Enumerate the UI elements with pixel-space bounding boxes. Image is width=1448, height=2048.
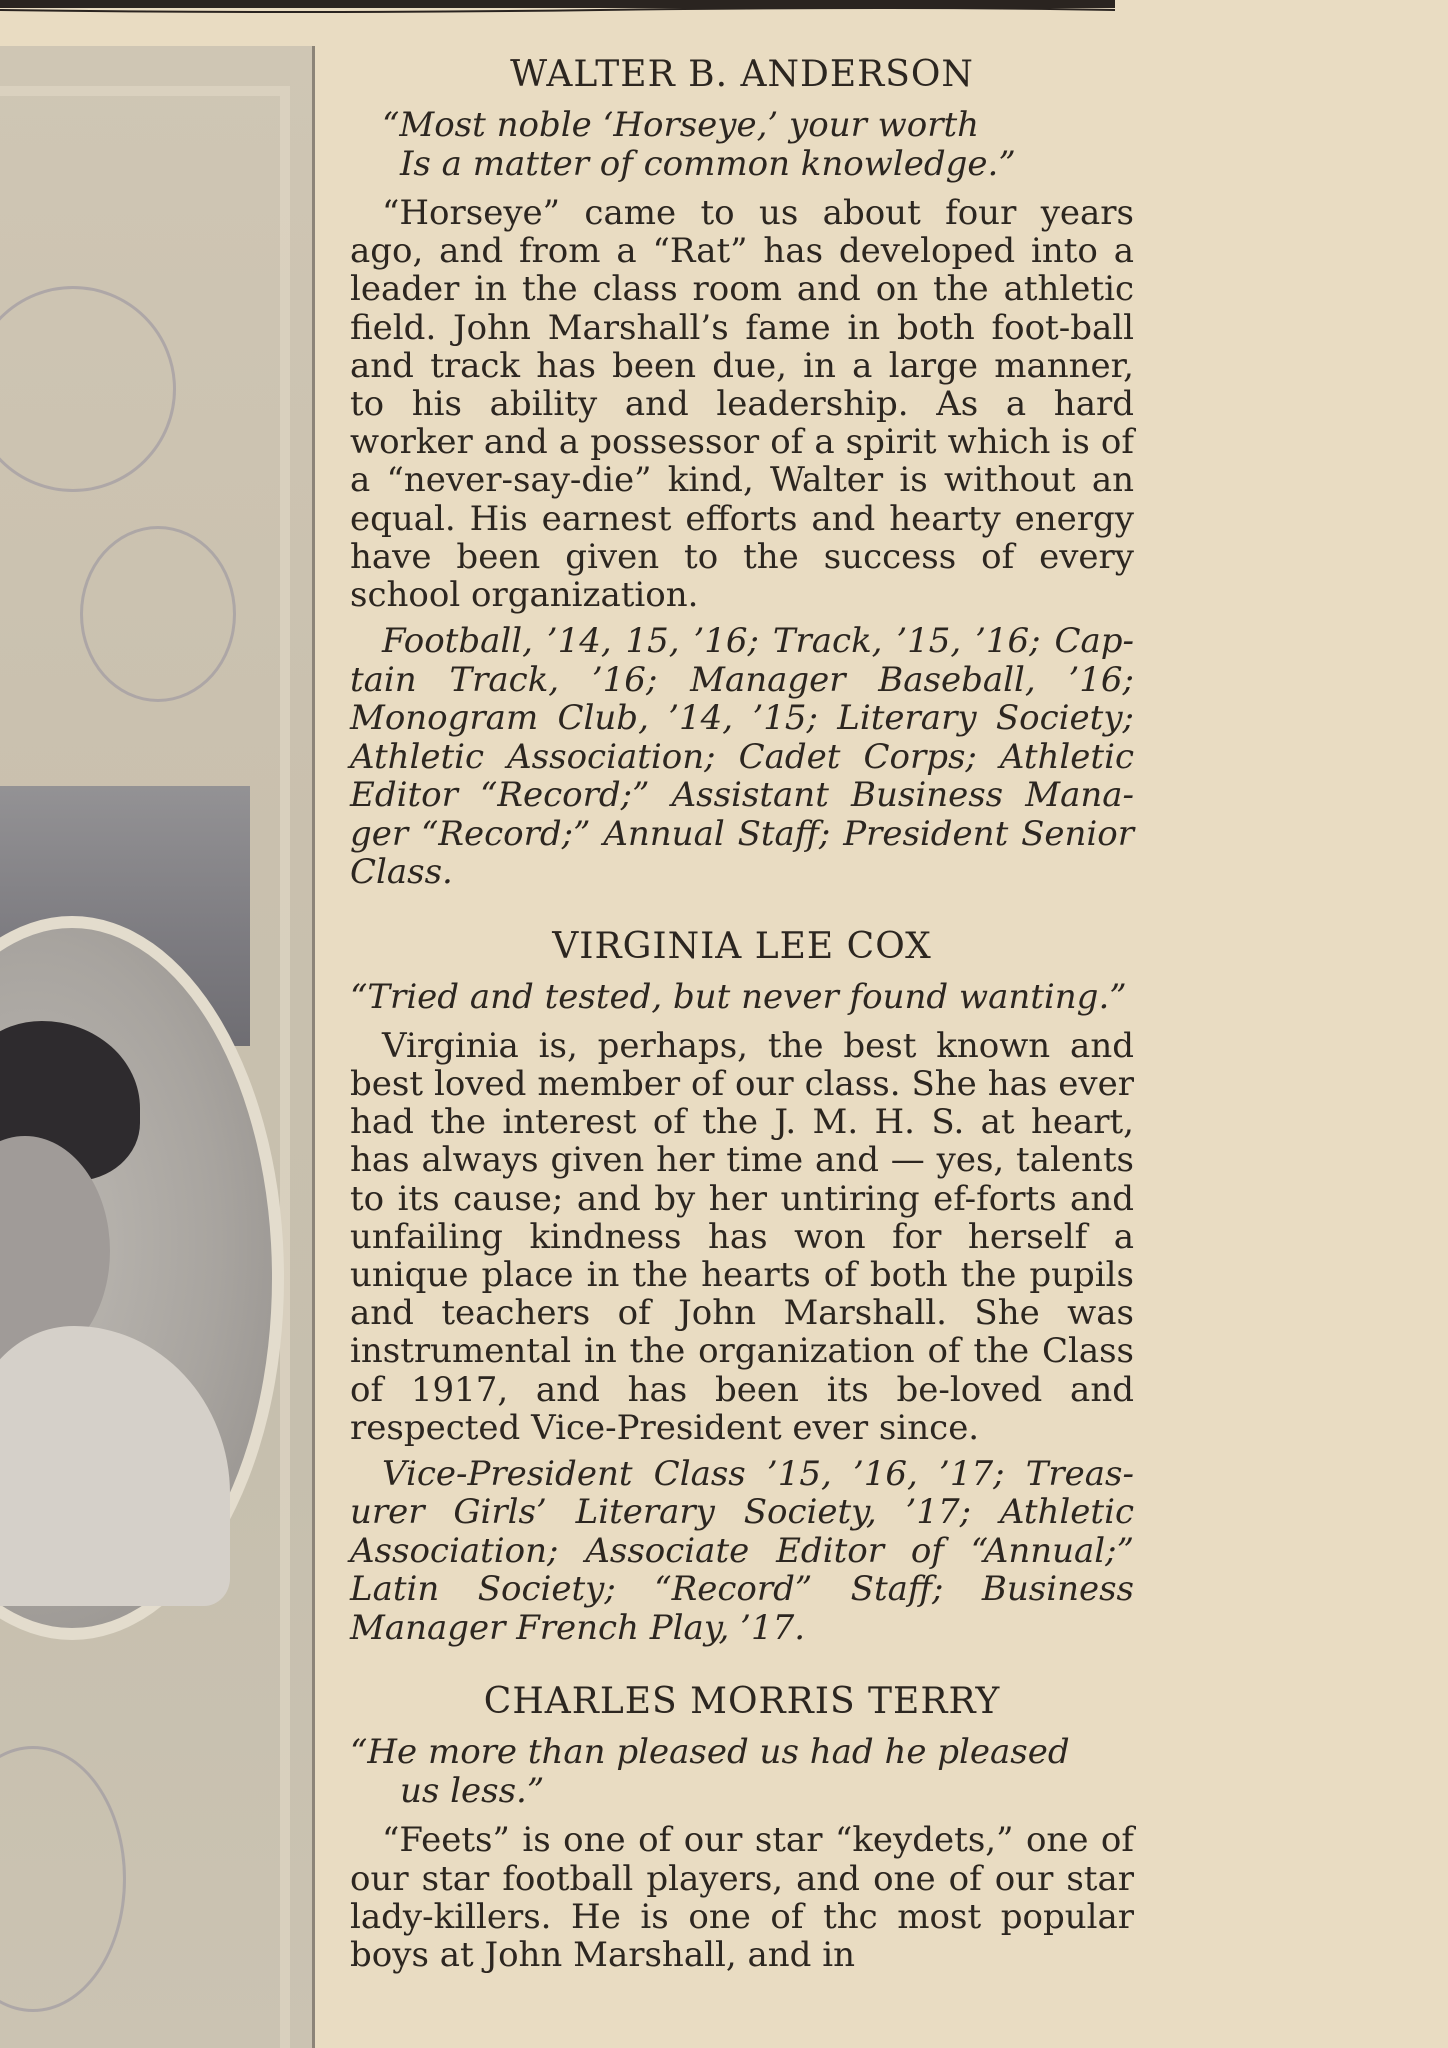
- student-name: CHARLES MORRIS TERRY: [483, 1681, 1001, 1723]
- motto-line: Is a matter of common knowledge.”: [400, 144, 1016, 184]
- biography-column: [350, 52, 1134, 2006]
- student-name: VIRGINIA LEE COX: [552, 925, 932, 967]
- motto-line: us less.”: [400, 1771, 545, 1812]
- student-motto: “Tried and tested, but never found wanting.”: [350, 976, 1127, 1017]
- biography-text: “Feets” is one of our star “keydets,” one of our star football players, and one of our star lady-killers. He is one of thc most popular boys at John Marshall, and in: [350, 1820, 1134, 1976]
- biography-text: “Horseye” came to us about four years ago, and from a “Rat” has developed into a leader in the class room and on the athletic field. John Marshall’s fame in both foot-ball and track has been due, in a large manner, to his ability and leadership. As a hard worker and a possessor of a spirit which is of a “never-say-die” kind, Walter is without an equal. His earnest efforts and hearty energy have been given to the success of every school organization.: [350, 193, 1134, 616]
- activities-record: Vice-President Class ’15, ’16, ’17; Treas-urer Girls’ Literary Society, ’17; Athletic Association; Associate Editor of “Annual;” Latin Society; “Record” Staff; Business Manager French Play, ’17.: [350, 1453, 1134, 1648]
- ornamental-top-rule: [0, 0, 1115, 14]
- biography-entry: [350, 52, 1134, 892]
- portrait-photo-panel: [0, 46, 315, 2048]
- motto-line: “He more than pleased us had he pleased: [350, 1732, 1070, 1773]
- student-name: WALTER B. ANDERSON: [510, 54, 974, 95]
- decorative-swirl: [80, 526, 236, 702]
- biography-text: Virginia is, perhaps, the best known and best loved member of our class. She has ever had the interest of the J. M. H. S. at heart, has always given her time and — yes, talents to its cause; and by her untiring ef-forts and unfailing kindness has won for herself a unique place in the hearts of both the pupils and teachers of John Marshall. She was instrumental in the organization of the Class of 1917, and has been its be-loved and respected Vice-President ever since.: [350, 1025, 1134, 1448]
- motto-line: “Most noble ‘Horseye,’ your worth: [382, 105, 980, 145]
- student-motto: [350, 1733, 1134, 1811]
- biography-entry: [350, 1679, 1134, 1974]
- biography-entry: [350, 924, 1134, 1648]
- student-motto: [350, 106, 1134, 184]
- activities-record: Football, ’14, 15, ’16; Track, ’15, ’16; Cap-tain Track, ’16; Manager Baseball, ’16; Monogram Club, ’14, ’15; Literary Society; Athletic Association; Cadet Corps; Athletic Editor “Record;” Assistant Business Mana-ger “Record;” Annual Staff; President Senior Class.: [350, 621, 1134, 893]
